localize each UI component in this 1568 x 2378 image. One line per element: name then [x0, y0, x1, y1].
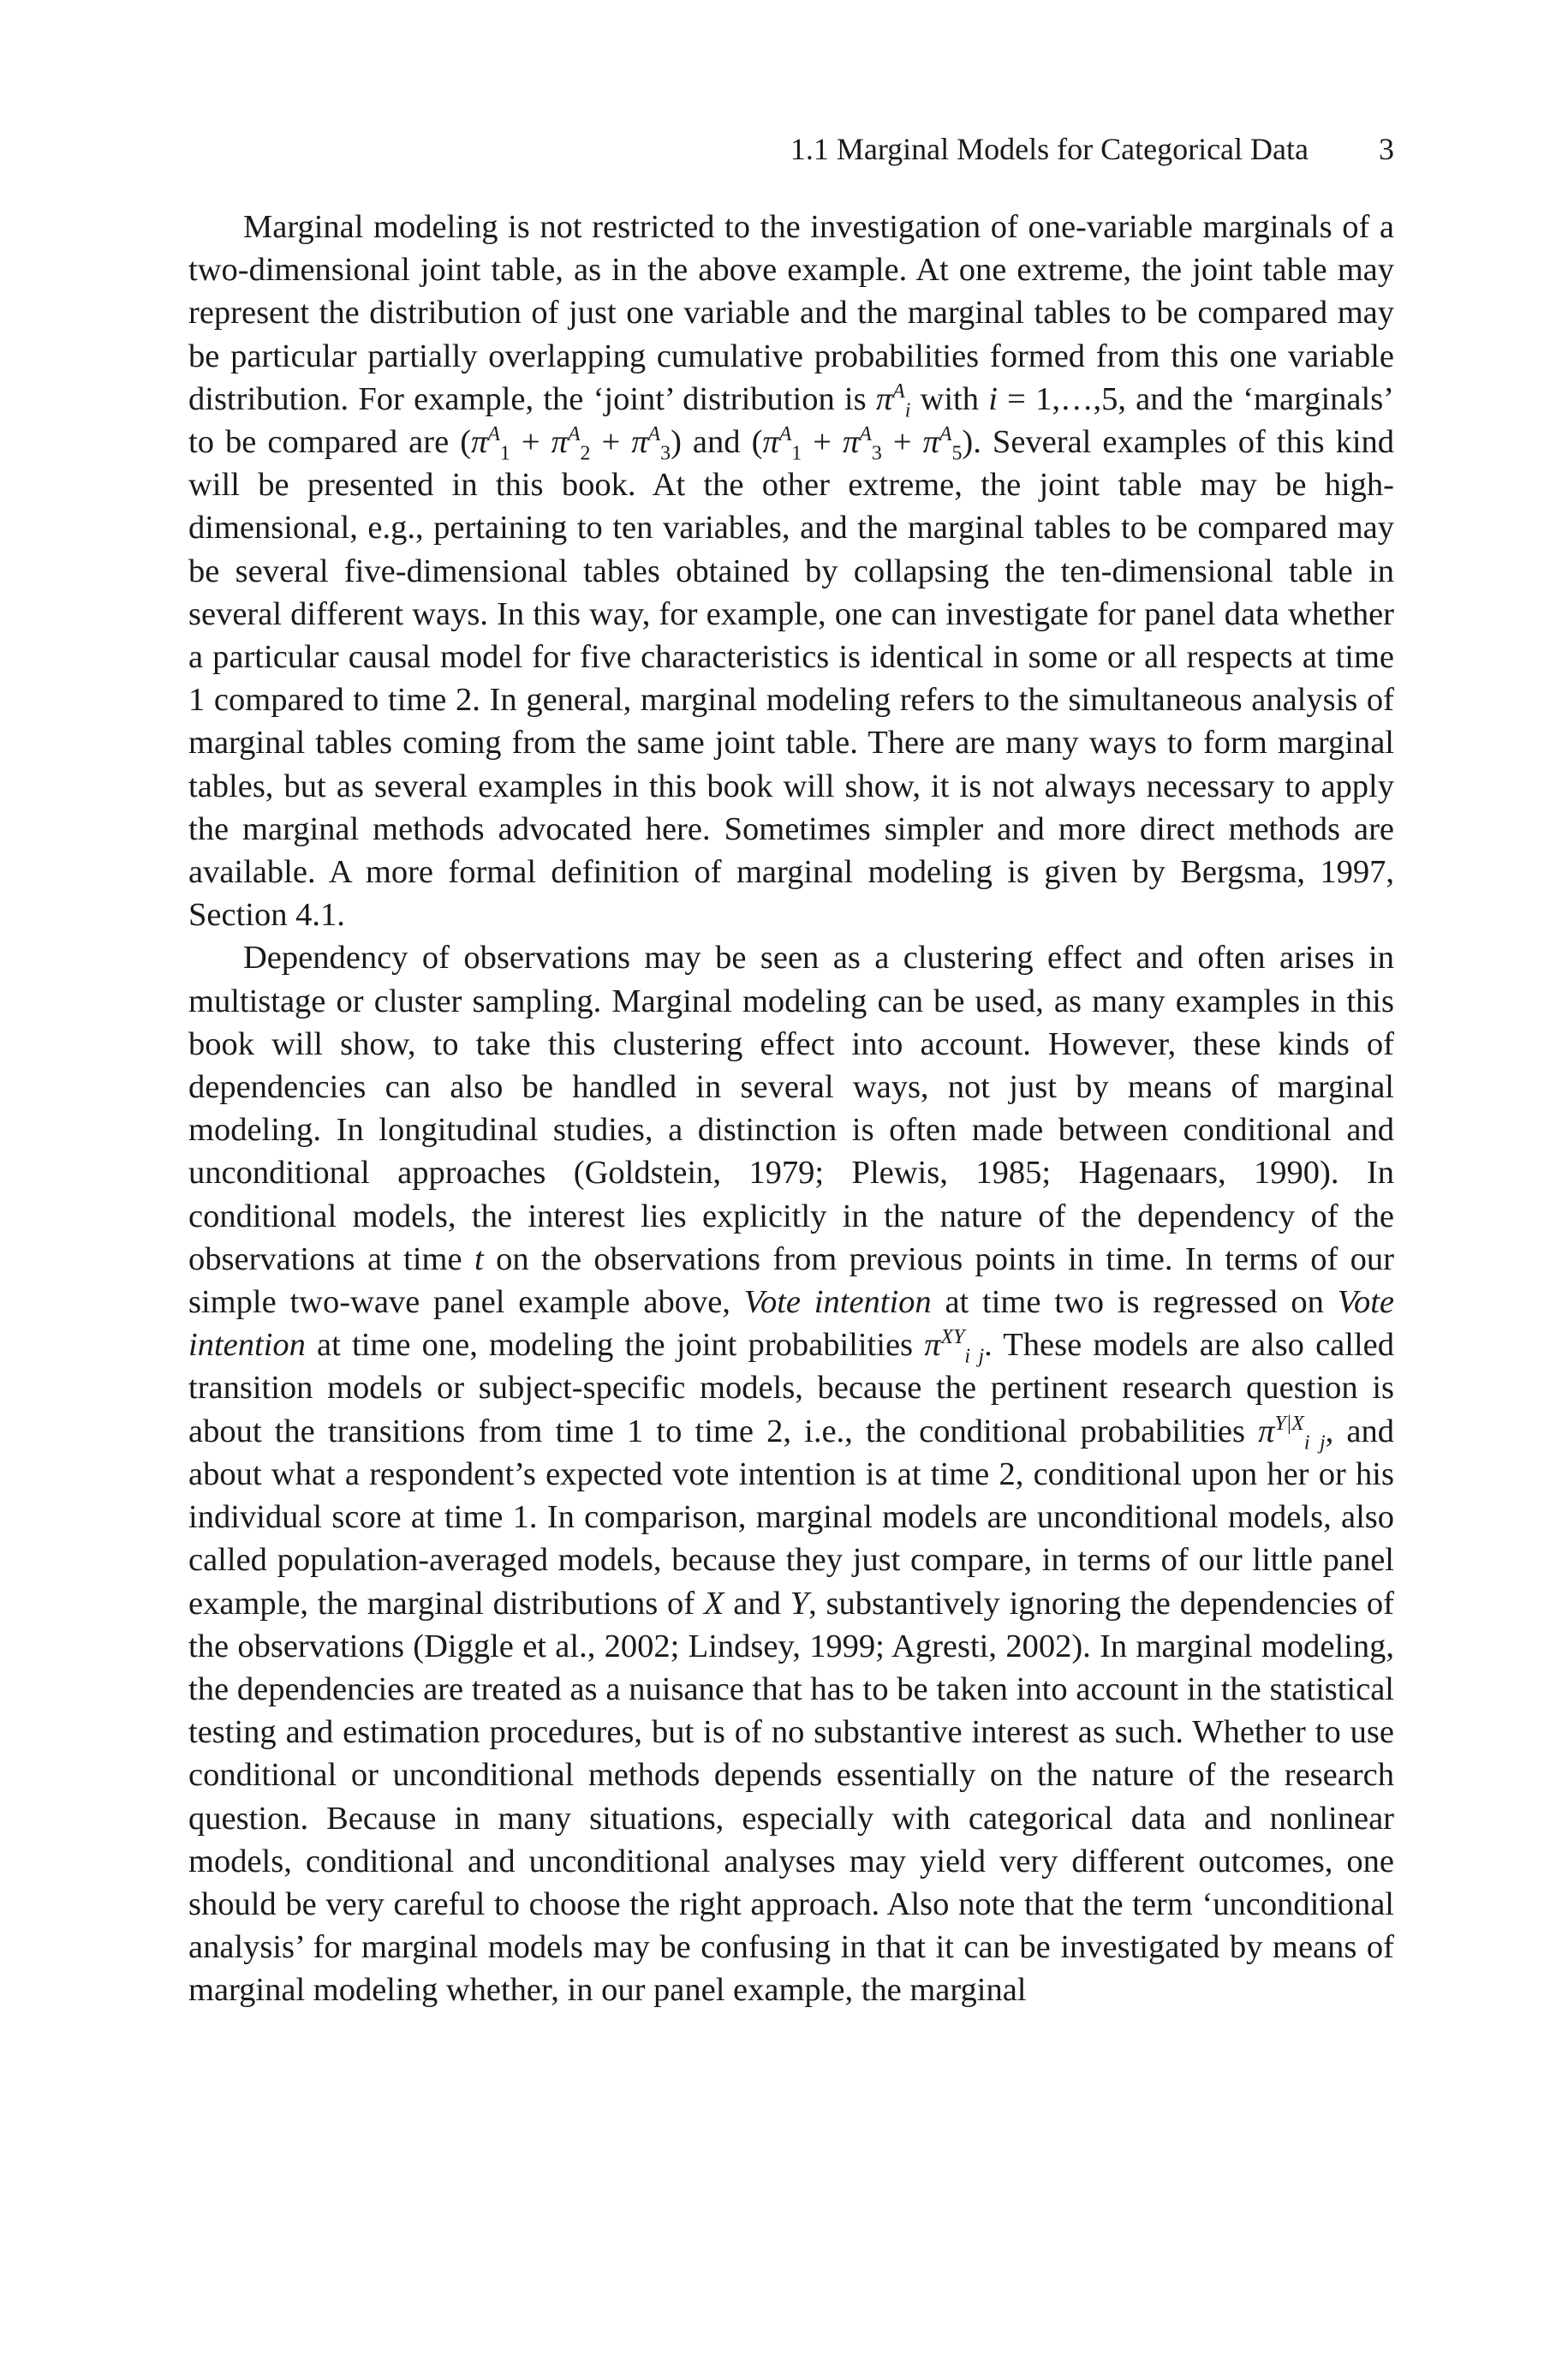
math-i-range: i = 1,…,5	[988, 380, 1118, 417]
body-text	[188, 206, 1394, 2012]
math-sum-123: $(\pi^A_1 + \pi^A_2 + \pi^A_3)$	[460, 423, 682, 465]
paragraph-1: Marginal modeling is not restricted to the investigation of one-variable marginals of a two-dimensional joint table, as in the above example. At one extreme, the joint table may represent the distribution of just one variable and the marginal tables to be compared may be particular partially overlapping cumulative probabilities formed from this one variable distribution. For example, the ‘joint’ distribution is $\pi^A_i$ with i = 1,…,5, and the ‘marginals’ to be compared are $(\pi^A_1 + \pi^A_2 + \pi^A_3)$ and $(\pi^A_1 + \pi^A_3 + \pi^A_5)$. Several examples of this kind will be presented in this book. At the other extreme, the joint table may be high-dimensional, e.g., pertaining to ten variables, and the marginal tables to be compared may be several five-dimensional tables obtained by collapsing the ten-dimensional table in several different ways. In this way, for example, one can investigate for panel data whether a particular causal model for five characteristics is identical in some or all respects at time 1 compared to time 2. In general, marginal modeling refers to the simultaneous analysis of marginal tables coming from the same joint table. There are many ways to form marginal tables, but as several examples in this book will show, it is not always necessary to apply the marginal methods advocated here. Sometimes simpler and more direct methods are available. A more formal definition of marginal modeling is given by Bergsma, 1997, Section 4.1.	[188, 209, 1395, 934]
italic-vote-intention: Vote intention	[188, 1284, 1394, 1364]
italic-y: Y	[790, 1585, 809, 1622]
math-pi-xy-ij: $\pi^{XY}_{i j}$	[924, 1326, 985, 1368]
math-pi-i-a: $\pi^A_i$	[875, 379, 911, 422]
italic-t: t	[474, 1240, 484, 1277]
italic-x: X	[703, 1585, 724, 1622]
paragraph-2: Dependency of observations may be seen as a clustering effect and often arises in multistage or cluster sampling. Marginal modeling can be used, as many examples in this book will show, to take this clustering effect into account. However, these kinds of dependencies can also be handled in several ways, not just by means of marginal modeling. In longitudinal studies, a distinction is often made between conditional and unconditional approaches (Goldstein, 1979; Plewis, 1985; Hagenaars, 1990). In conditional models, the interest lies explicitly in the nature of the dependency of the observations at time t on the observations from previous points in time. In terms of our simple two-wave panel example above, Vote intention at time two is regressed on Vote intention at time one, modeling the joint probabilities $\pi^{XY}_{i j}$. These models are also called transition models or subject-specific models, because the pertinent research question is about the transitions from time 1 to time 2, i.e., the conditional probabilities $\pi^{Y|X}_{i j}$, and about what a respondent’s expected vote intention is at time 2, conditional upon her or his individual score at time 1. In comparison, marginal models are unconditional models, also called population-averaged models, because they just compare, in terms of our little panel example, the marginal distributions of X and Y, substantively ignoring the dependencies of the observations (Diggle et al., 2002; Lindsey, 1999; Agresti, 2002). In marginal modeling, the dependencies are treated as a nuisance that has to be taken into account in the statistical testing and estimation procedures, but is of no substantive interest as such. Whether to use conditional or unconditional methods depends essentially on the nature of the research question. Because in many situations, especially with categorical data and nonlinear models, conditional and unconditional analyses may yield very different outcomes, one should be very careful to choose the right approach. Also note that the term ‘unconditional analysis’ for marginal models may be confusing in that it can be investigated by means of marginal modeling whether, in our panel example, the marginal	[188, 940, 1394, 2009]
italic-vote-intention: Vote intention	[743, 1284, 932, 1321]
math-sum-135: $(\pi^A_1 + \pi^A_3 + \pi^A_5)$	[751, 423, 974, 465]
math-pi-y-given-x: $\pi^{Y|X}_{i j}$	[1258, 1412, 1326, 1455]
section-title: 1.1 Marginal Models for Categorical Data	[790, 132, 1309, 166]
page-number: 3	[1379, 132, 1394, 166]
running-head	[188, 127, 1394, 171]
